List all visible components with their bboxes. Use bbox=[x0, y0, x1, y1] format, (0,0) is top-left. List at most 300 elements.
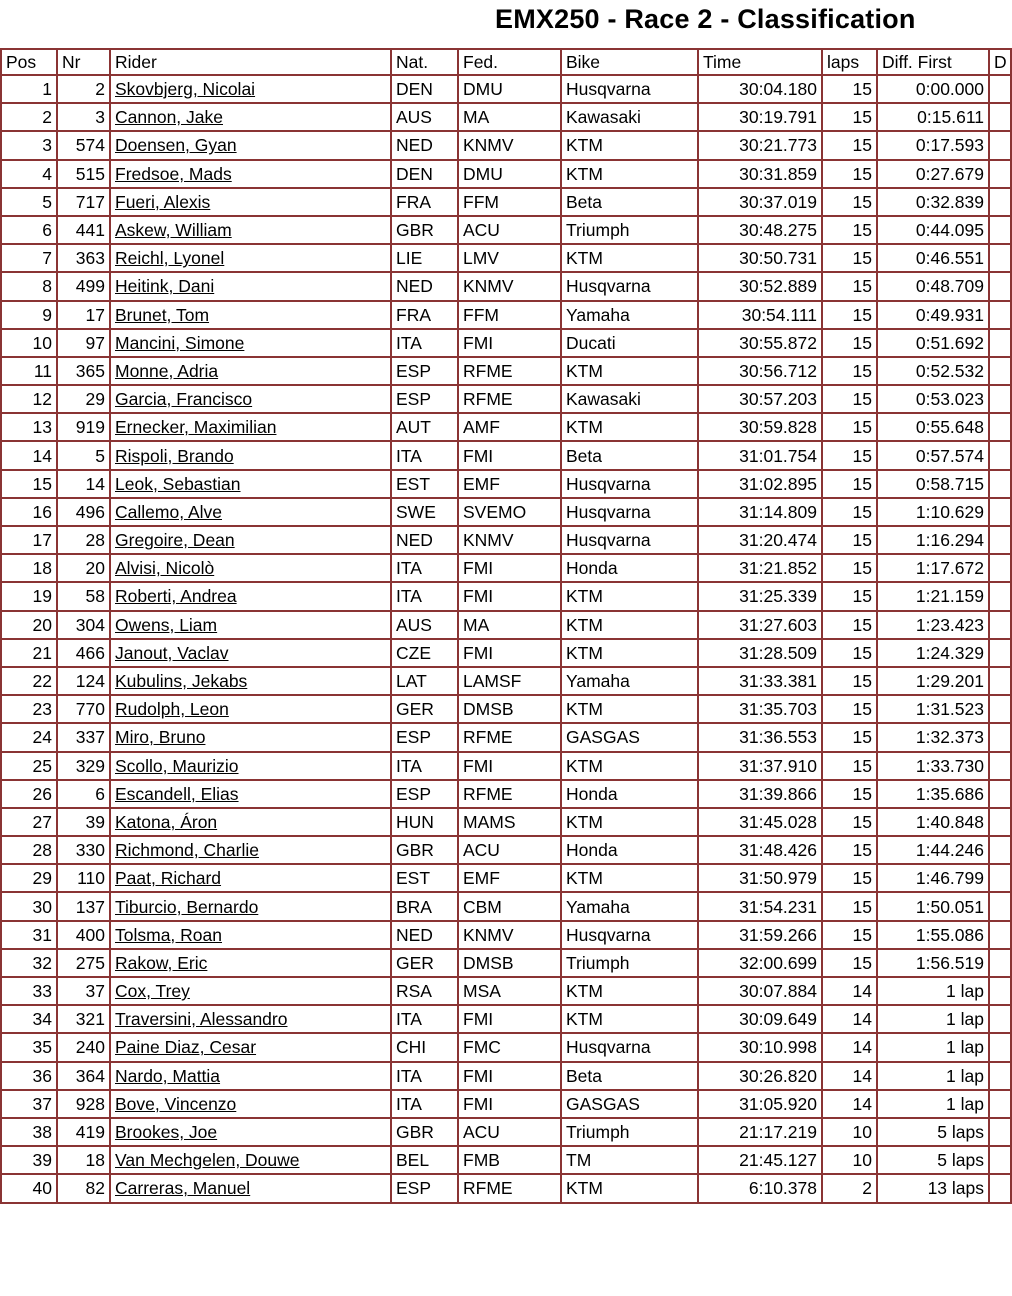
rider-name[interactable]: Mancini, Simone bbox=[115, 332, 245, 353]
d-cell bbox=[989, 1146, 1011, 1174]
laps-cell: 15 bbox=[822, 582, 877, 610]
rider-link[interactable] bbox=[110, 1033, 391, 1061]
rider-name[interactable]: Cox, Trey bbox=[115, 981, 190, 1002]
pos-cell: 3 bbox=[1, 131, 57, 159]
number-cell: 304 bbox=[57, 611, 110, 639]
nation-cell: SWE bbox=[391, 498, 458, 526]
laps-cell: 15 bbox=[822, 244, 877, 272]
rider-name[interactable]: Callemo, Alve bbox=[115, 501, 222, 522]
laps-cell: 15 bbox=[822, 413, 877, 441]
rider-name[interactable]: Heitink, Dani bbox=[115, 276, 215, 297]
federation-cell: FMC bbox=[458, 1033, 561, 1061]
nation-cell: EST bbox=[391, 470, 458, 498]
rider-link[interactable] bbox=[110, 582, 391, 610]
diff-first-cell: 0:49.931 bbox=[877, 301, 989, 329]
diff-first-cell: 1:33.730 bbox=[877, 752, 989, 780]
federation-cell: RFME bbox=[458, 723, 561, 751]
classification-table bbox=[0, 48, 1012, 1204]
rider-name[interactable]: Monne, Adria bbox=[115, 360, 219, 381]
laps-cell: 15 bbox=[822, 695, 877, 723]
nation-cell: ITA bbox=[391, 1090, 458, 1118]
rider-name[interactable]: Skovbjerg, Nicolai bbox=[115, 79, 256, 100]
nation-cell: LIE bbox=[391, 244, 458, 272]
rider-link[interactable] bbox=[110, 103, 391, 131]
col-header-nat: Nat. bbox=[391, 49, 458, 75]
d-cell bbox=[989, 780, 1011, 808]
number-cell: 18 bbox=[57, 1146, 110, 1174]
rider-name[interactable]: Paine Diaz, Cesar bbox=[115, 1037, 257, 1058]
pos-cell: 15 bbox=[1, 470, 57, 498]
pos-cell: 30 bbox=[1, 892, 57, 920]
number-cell: 82 bbox=[57, 1174, 110, 1202]
federation-cell: KNMV bbox=[458, 272, 561, 300]
time-cell: 30:55.872 bbox=[698, 329, 822, 357]
bike-cell: Beta bbox=[561, 441, 698, 469]
rider-link[interactable] bbox=[110, 1146, 391, 1174]
rider-link[interactable] bbox=[110, 611, 391, 639]
table-row bbox=[1, 526, 1011, 554]
bike-cell: Honda bbox=[561, 780, 698, 808]
rider-name[interactable]: Rudolph, Leon bbox=[115, 699, 229, 720]
diff-first-cell: 0:48.709 bbox=[877, 272, 989, 300]
d-cell bbox=[989, 752, 1011, 780]
rider-name[interactable]: Carreras, Manuel bbox=[115, 1178, 251, 1199]
federation-cell: FMI bbox=[458, 1090, 561, 1118]
number-cell: 363 bbox=[57, 244, 110, 272]
nation-cell: GER bbox=[391, 695, 458, 723]
federation-cell: ACU bbox=[458, 216, 561, 244]
d-cell bbox=[989, 1118, 1011, 1146]
rider-name[interactable]: Ernecker, Maximilian bbox=[115, 417, 277, 438]
bike-cell: KTM bbox=[561, 1174, 698, 1202]
diff-first-cell: 1:10.629 bbox=[877, 498, 989, 526]
rider-link[interactable] bbox=[110, 892, 391, 920]
d-cell bbox=[989, 667, 1011, 695]
rider-name[interactable]: Brunet, Tom bbox=[115, 304, 210, 325]
bike-cell: KTM bbox=[561, 160, 698, 188]
rider-name[interactable]: Kubulins, Jekabs bbox=[115, 671, 248, 692]
rider-link[interactable] bbox=[110, 639, 391, 667]
diff-first-cell: 1:56.519 bbox=[877, 949, 989, 977]
rider-name[interactable]: Reichl, Lyonel bbox=[115, 248, 225, 269]
rider-link[interactable] bbox=[110, 977, 391, 1005]
rider-link[interactable] bbox=[110, 921, 391, 949]
rider-link[interactable] bbox=[110, 1062, 391, 1090]
table-row bbox=[1, 949, 1011, 977]
federation-cell: KNMV bbox=[458, 131, 561, 159]
rider-name[interactable]: Doensen, Gyan bbox=[115, 135, 237, 156]
laps-cell: 15 bbox=[822, 103, 877, 131]
nation-cell: ITA bbox=[391, 1005, 458, 1033]
rider-name[interactable]: Van Mechgelen, Douwe bbox=[115, 1150, 300, 1171]
federation-cell: DMU bbox=[458, 160, 561, 188]
laps-cell: 15 bbox=[822, 498, 877, 526]
rider-link[interactable] bbox=[110, 413, 391, 441]
bike-cell: Beta bbox=[561, 1062, 698, 1090]
diff-first-cell: 5 laps bbox=[877, 1118, 989, 1146]
bike-cell: KTM bbox=[561, 244, 698, 272]
rider-link[interactable] bbox=[110, 498, 391, 526]
d-cell bbox=[989, 808, 1011, 836]
federation-cell: CBM bbox=[458, 892, 561, 920]
rider-link[interactable] bbox=[110, 949, 391, 977]
bike-cell: KTM bbox=[561, 695, 698, 723]
number-cell: 364 bbox=[57, 1062, 110, 1090]
diff-first-cell: 0:58.715 bbox=[877, 470, 989, 498]
col-header-pos: Pos bbox=[1, 49, 57, 75]
rider-link[interactable] bbox=[110, 752, 391, 780]
laps-cell: 15 bbox=[822, 160, 877, 188]
table-row bbox=[1, 301, 1011, 329]
rider-name[interactable]: Fueri, Alexis bbox=[115, 191, 211, 212]
d-cell bbox=[989, 526, 1011, 554]
diff-first-cell: 0:46.551 bbox=[877, 244, 989, 272]
nation-cell: GBR bbox=[391, 1118, 458, 1146]
diff-first-cell: 0:27.679 bbox=[877, 160, 989, 188]
rider-link[interactable] bbox=[110, 723, 391, 751]
diff-first-cell: 0:44.095 bbox=[877, 216, 989, 244]
d-cell bbox=[989, 892, 1011, 920]
bike-cell: Husqvarna bbox=[561, 526, 698, 554]
d-cell bbox=[989, 103, 1011, 131]
d-cell bbox=[989, 357, 1011, 385]
pos-cell: 13 bbox=[1, 413, 57, 441]
laps-cell: 15 bbox=[822, 526, 877, 554]
pos-cell: 22 bbox=[1, 667, 57, 695]
table-row bbox=[1, 808, 1011, 836]
pos-cell: 5 bbox=[1, 188, 57, 216]
nation-cell: GER bbox=[391, 949, 458, 977]
laps-cell: 2 bbox=[822, 1174, 877, 1202]
rider-name[interactable]: Traversini, Alessandro bbox=[115, 1009, 288, 1030]
rider-link[interactable] bbox=[110, 864, 391, 892]
d-cell bbox=[989, 441, 1011, 469]
page-title: EMX250 - Race 2 - Classification bbox=[495, 4, 916, 34]
laps-cell: 15 bbox=[822, 780, 877, 808]
rider-link[interactable] bbox=[110, 667, 391, 695]
federation-cell: ACU bbox=[458, 836, 561, 864]
rider-link[interactable] bbox=[110, 301, 391, 329]
bike-cell: Yamaha bbox=[561, 667, 698, 695]
rider-name[interactable]: Owens, Liam bbox=[115, 614, 218, 635]
number-cell: 330 bbox=[57, 836, 110, 864]
time-cell: 30:56.712 bbox=[698, 357, 822, 385]
time-cell: 30:54.111 bbox=[698, 301, 822, 329]
rider-link[interactable] bbox=[110, 441, 391, 469]
rider-link[interactable] bbox=[110, 160, 391, 188]
table-row bbox=[1, 639, 1011, 667]
nation-cell: ESP bbox=[391, 385, 458, 413]
bike-cell: Ducati bbox=[561, 329, 698, 357]
diff-first-cell: 1:31.523 bbox=[877, 695, 989, 723]
nation-cell: ESP bbox=[391, 357, 458, 385]
pos-cell: 21 bbox=[1, 639, 57, 667]
rider-link[interactable] bbox=[110, 272, 391, 300]
laps-cell: 14 bbox=[822, 1033, 877, 1061]
time-cell: 31:21.852 bbox=[698, 554, 822, 582]
nation-cell: FRA bbox=[391, 301, 458, 329]
nation-cell: ITA bbox=[391, 752, 458, 780]
diff-first-cell: 1:29.201 bbox=[877, 667, 989, 695]
time-cell: 31:59.266 bbox=[698, 921, 822, 949]
pos-cell: 17 bbox=[1, 526, 57, 554]
pos-cell: 25 bbox=[1, 752, 57, 780]
pos-cell: 26 bbox=[1, 780, 57, 808]
rider-link[interactable] bbox=[110, 329, 391, 357]
laps-cell: 15 bbox=[822, 216, 877, 244]
time-cell: 30:19.791 bbox=[698, 103, 822, 131]
pos-cell: 28 bbox=[1, 836, 57, 864]
bike-cell: KTM bbox=[561, 639, 698, 667]
number-cell: 2 bbox=[57, 75, 110, 103]
rider-link[interactable] bbox=[110, 357, 391, 385]
pos-cell: 40 bbox=[1, 1174, 57, 1202]
federation-cell: SVEMO bbox=[458, 498, 561, 526]
classification-body bbox=[1, 75, 1011, 1203]
bike-cell: KTM bbox=[561, 808, 698, 836]
rider-name[interactable]: Katona, Áron bbox=[115, 811, 218, 832]
federation-cell: RFME bbox=[458, 780, 561, 808]
federation-cell: RFME bbox=[458, 357, 561, 385]
rider-name[interactable]: Roberti, Andrea bbox=[115, 586, 237, 607]
diff-first-cell: 1:16.294 bbox=[877, 526, 989, 554]
pos-cell: 12 bbox=[1, 385, 57, 413]
rider-name[interactable]: Tolsma, Roan bbox=[115, 924, 222, 945]
federation-cell: KNMV bbox=[458, 921, 561, 949]
nation-cell: BRA bbox=[391, 892, 458, 920]
d-cell bbox=[989, 498, 1011, 526]
time-cell: 31:20.474 bbox=[698, 526, 822, 554]
diff-first-cell: 1:44.246 bbox=[877, 836, 989, 864]
bike-cell: KTM bbox=[561, 864, 698, 892]
bike-cell: KTM bbox=[561, 752, 698, 780]
d-cell bbox=[989, 160, 1011, 188]
pos-cell: 10 bbox=[1, 329, 57, 357]
diff-first-cell: 0:55.648 bbox=[877, 413, 989, 441]
table-row bbox=[1, 160, 1011, 188]
number-cell: 365 bbox=[57, 357, 110, 385]
diff-first-cell: 1:21.159 bbox=[877, 582, 989, 610]
rider-name[interactable]: Janout, Vaclav bbox=[115, 642, 229, 663]
diff-first-cell: 1 lap bbox=[877, 1062, 989, 1090]
table-row bbox=[1, 498, 1011, 526]
rider-link[interactable] bbox=[110, 188, 391, 216]
nation-cell: CHI bbox=[391, 1033, 458, 1061]
bike-cell: Kawasaki bbox=[561, 103, 698, 131]
d-cell bbox=[989, 1062, 1011, 1090]
federation-cell: MSA bbox=[458, 977, 561, 1005]
rider-link[interactable] bbox=[110, 526, 391, 554]
pos-cell: 27 bbox=[1, 808, 57, 836]
federation-cell: RFME bbox=[458, 385, 561, 413]
federation-cell: LAMSF bbox=[458, 667, 561, 695]
time-cell: 30:21.773 bbox=[698, 131, 822, 159]
laps-cell: 15 bbox=[822, 808, 877, 836]
diff-first-cell: 1:23.423 bbox=[877, 611, 989, 639]
table-row bbox=[1, 1146, 1011, 1174]
bike-cell: KTM bbox=[561, 611, 698, 639]
federation-cell: DMSB bbox=[458, 949, 561, 977]
d-cell bbox=[989, 188, 1011, 216]
table-row bbox=[1, 752, 1011, 780]
bike-cell: Honda bbox=[561, 836, 698, 864]
time-cell: 31:01.754 bbox=[698, 441, 822, 469]
federation-cell: FFM bbox=[458, 188, 561, 216]
time-cell: 31:54.231 bbox=[698, 892, 822, 920]
bike-cell: Husqvarna bbox=[561, 272, 698, 300]
rider-name[interactable]: Askew, William bbox=[115, 220, 232, 241]
rider-link[interactable] bbox=[110, 695, 391, 723]
rider-link[interactable] bbox=[110, 385, 391, 413]
table-row bbox=[1, 1033, 1011, 1061]
time-cell: 31:05.920 bbox=[698, 1090, 822, 1118]
pos-cell: 24 bbox=[1, 723, 57, 751]
time-cell: 30:52.889 bbox=[698, 272, 822, 300]
laps-cell: 15 bbox=[822, 892, 877, 920]
nation-cell: NED bbox=[391, 131, 458, 159]
number-cell: 441 bbox=[57, 216, 110, 244]
bike-cell: Yamaha bbox=[561, 301, 698, 329]
diff-first-cell: 0:32.839 bbox=[877, 188, 989, 216]
federation-cell: MA bbox=[458, 103, 561, 131]
number-cell: 3 bbox=[57, 103, 110, 131]
number-cell: 275 bbox=[57, 949, 110, 977]
time-cell: 30:57.203 bbox=[698, 385, 822, 413]
table-row bbox=[1, 1005, 1011, 1033]
rider-link[interactable] bbox=[110, 1090, 391, 1118]
rider-name[interactable]: Tiburcio, Bernardo bbox=[115, 896, 259, 917]
time-cell: 31:33.381 bbox=[698, 667, 822, 695]
number-cell: 337 bbox=[57, 723, 110, 751]
rider-name[interactable]: Paat, Richard bbox=[115, 868, 222, 889]
rider-name[interactable]: Rispoli, Brando bbox=[115, 445, 234, 466]
nation-cell: ITA bbox=[391, 329, 458, 357]
table-row bbox=[1, 131, 1011, 159]
d-cell bbox=[989, 1174, 1011, 1202]
rider-link[interactable] bbox=[110, 216, 391, 244]
pos-cell: 32 bbox=[1, 949, 57, 977]
nation-cell: NED bbox=[391, 921, 458, 949]
rider-link[interactable] bbox=[110, 780, 391, 808]
laps-cell: 15 bbox=[822, 75, 877, 103]
rider-link[interactable] bbox=[110, 131, 391, 159]
number-cell: 919 bbox=[57, 413, 110, 441]
rider-name[interactable]: Escandell, Elias bbox=[115, 783, 239, 804]
rider-link[interactable] bbox=[110, 1118, 391, 1146]
pos-cell: 19 bbox=[1, 582, 57, 610]
laps-cell: 10 bbox=[822, 1146, 877, 1174]
d-cell bbox=[989, 554, 1011, 582]
nation-cell: AUS bbox=[391, 103, 458, 131]
rider-name[interactable]: Gregoire, Dean bbox=[115, 530, 235, 551]
rider-name[interactable]: Richmond, Charlie bbox=[115, 840, 259, 861]
pos-cell: 37 bbox=[1, 1090, 57, 1118]
federation-cell: MA bbox=[458, 611, 561, 639]
table-row bbox=[1, 892, 1011, 920]
number-cell: 29 bbox=[57, 385, 110, 413]
bike-cell: Triumph bbox=[561, 949, 698, 977]
number-cell: 14 bbox=[57, 470, 110, 498]
rider-name[interactable]: Bove, Vincenzo bbox=[115, 1093, 237, 1114]
time-cell: 30:09.649 bbox=[698, 1005, 822, 1033]
laps-cell: 15 bbox=[822, 836, 877, 864]
rider-link[interactable] bbox=[110, 470, 391, 498]
rider-name[interactable]: Nardo, Mattia bbox=[115, 1065, 221, 1086]
col-header-fed: Fed. bbox=[458, 49, 561, 75]
table-row bbox=[1, 103, 1011, 131]
rider-name[interactable]: Fredsoe, Mads bbox=[115, 163, 232, 184]
rider-name[interactable]: Leok, Sebastian bbox=[115, 473, 241, 494]
bike-cell: KTM bbox=[561, 131, 698, 159]
time-cell: 31:27.603 bbox=[698, 611, 822, 639]
rider-link[interactable] bbox=[110, 1005, 391, 1033]
d-cell bbox=[989, 611, 1011, 639]
rider-link[interactable] bbox=[110, 808, 391, 836]
pos-cell: 9 bbox=[1, 301, 57, 329]
rider-link[interactable] bbox=[110, 244, 391, 272]
d-cell bbox=[989, 385, 1011, 413]
rider-name[interactable]: Cannon, Jake bbox=[115, 107, 223, 128]
laps-cell: 15 bbox=[822, 301, 877, 329]
rider-name[interactable]: Scollo, Maurizio bbox=[115, 755, 239, 776]
pos-cell: 18 bbox=[1, 554, 57, 582]
nation-cell: ESP bbox=[391, 780, 458, 808]
number-cell: 515 bbox=[57, 160, 110, 188]
bike-cell: Honda bbox=[561, 554, 698, 582]
time-cell: 30:48.275 bbox=[698, 216, 822, 244]
rider-link[interactable] bbox=[110, 75, 391, 103]
d-cell bbox=[989, 470, 1011, 498]
time-cell: 31:28.509 bbox=[698, 639, 822, 667]
rider-link[interactable] bbox=[110, 836, 391, 864]
rider-name[interactable]: Garcia, Francisco bbox=[115, 389, 253, 410]
nation-cell: AUS bbox=[391, 611, 458, 639]
table-row bbox=[1, 921, 1011, 949]
d-cell bbox=[989, 639, 1011, 667]
rider-name[interactable]: Alvisi, Nicolò bbox=[115, 558, 215, 579]
table-row bbox=[1, 385, 1011, 413]
rider-name[interactable]: Rakow, Eric bbox=[115, 952, 208, 973]
federation-cell: DMU bbox=[458, 75, 561, 103]
diff-first-cell: 1:32.373 bbox=[877, 723, 989, 751]
laps-cell: 15 bbox=[822, 385, 877, 413]
time-cell: 30:31.859 bbox=[698, 160, 822, 188]
bike-cell: GASGAS bbox=[561, 723, 698, 751]
rider-name[interactable]: Brookes, Joe bbox=[115, 1122, 218, 1143]
laps-cell: 15 bbox=[822, 357, 877, 385]
bike-cell: Husqvarna bbox=[561, 1033, 698, 1061]
number-cell: 499 bbox=[57, 272, 110, 300]
bike-cell: Triumph bbox=[561, 216, 698, 244]
rider-link[interactable] bbox=[110, 1174, 391, 1202]
header-row bbox=[1, 49, 1011, 75]
table-row bbox=[1, 1174, 1011, 1202]
pos-cell: 16 bbox=[1, 498, 57, 526]
laps-cell: 15 bbox=[822, 554, 877, 582]
d-cell bbox=[989, 413, 1011, 441]
number-cell: 39 bbox=[57, 808, 110, 836]
rider-name[interactable]: Miro, Bruno bbox=[115, 727, 206, 748]
bike-cell: Husqvarna bbox=[561, 921, 698, 949]
table-row bbox=[1, 582, 1011, 610]
bike-cell: Yamaha bbox=[561, 892, 698, 920]
d-cell bbox=[989, 216, 1011, 244]
nation-cell: ITA bbox=[391, 1062, 458, 1090]
d-cell bbox=[989, 75, 1011, 103]
time-cell: 30:26.820 bbox=[698, 1062, 822, 1090]
time-cell: 31:35.703 bbox=[698, 695, 822, 723]
rider-link[interactable] bbox=[110, 554, 391, 582]
